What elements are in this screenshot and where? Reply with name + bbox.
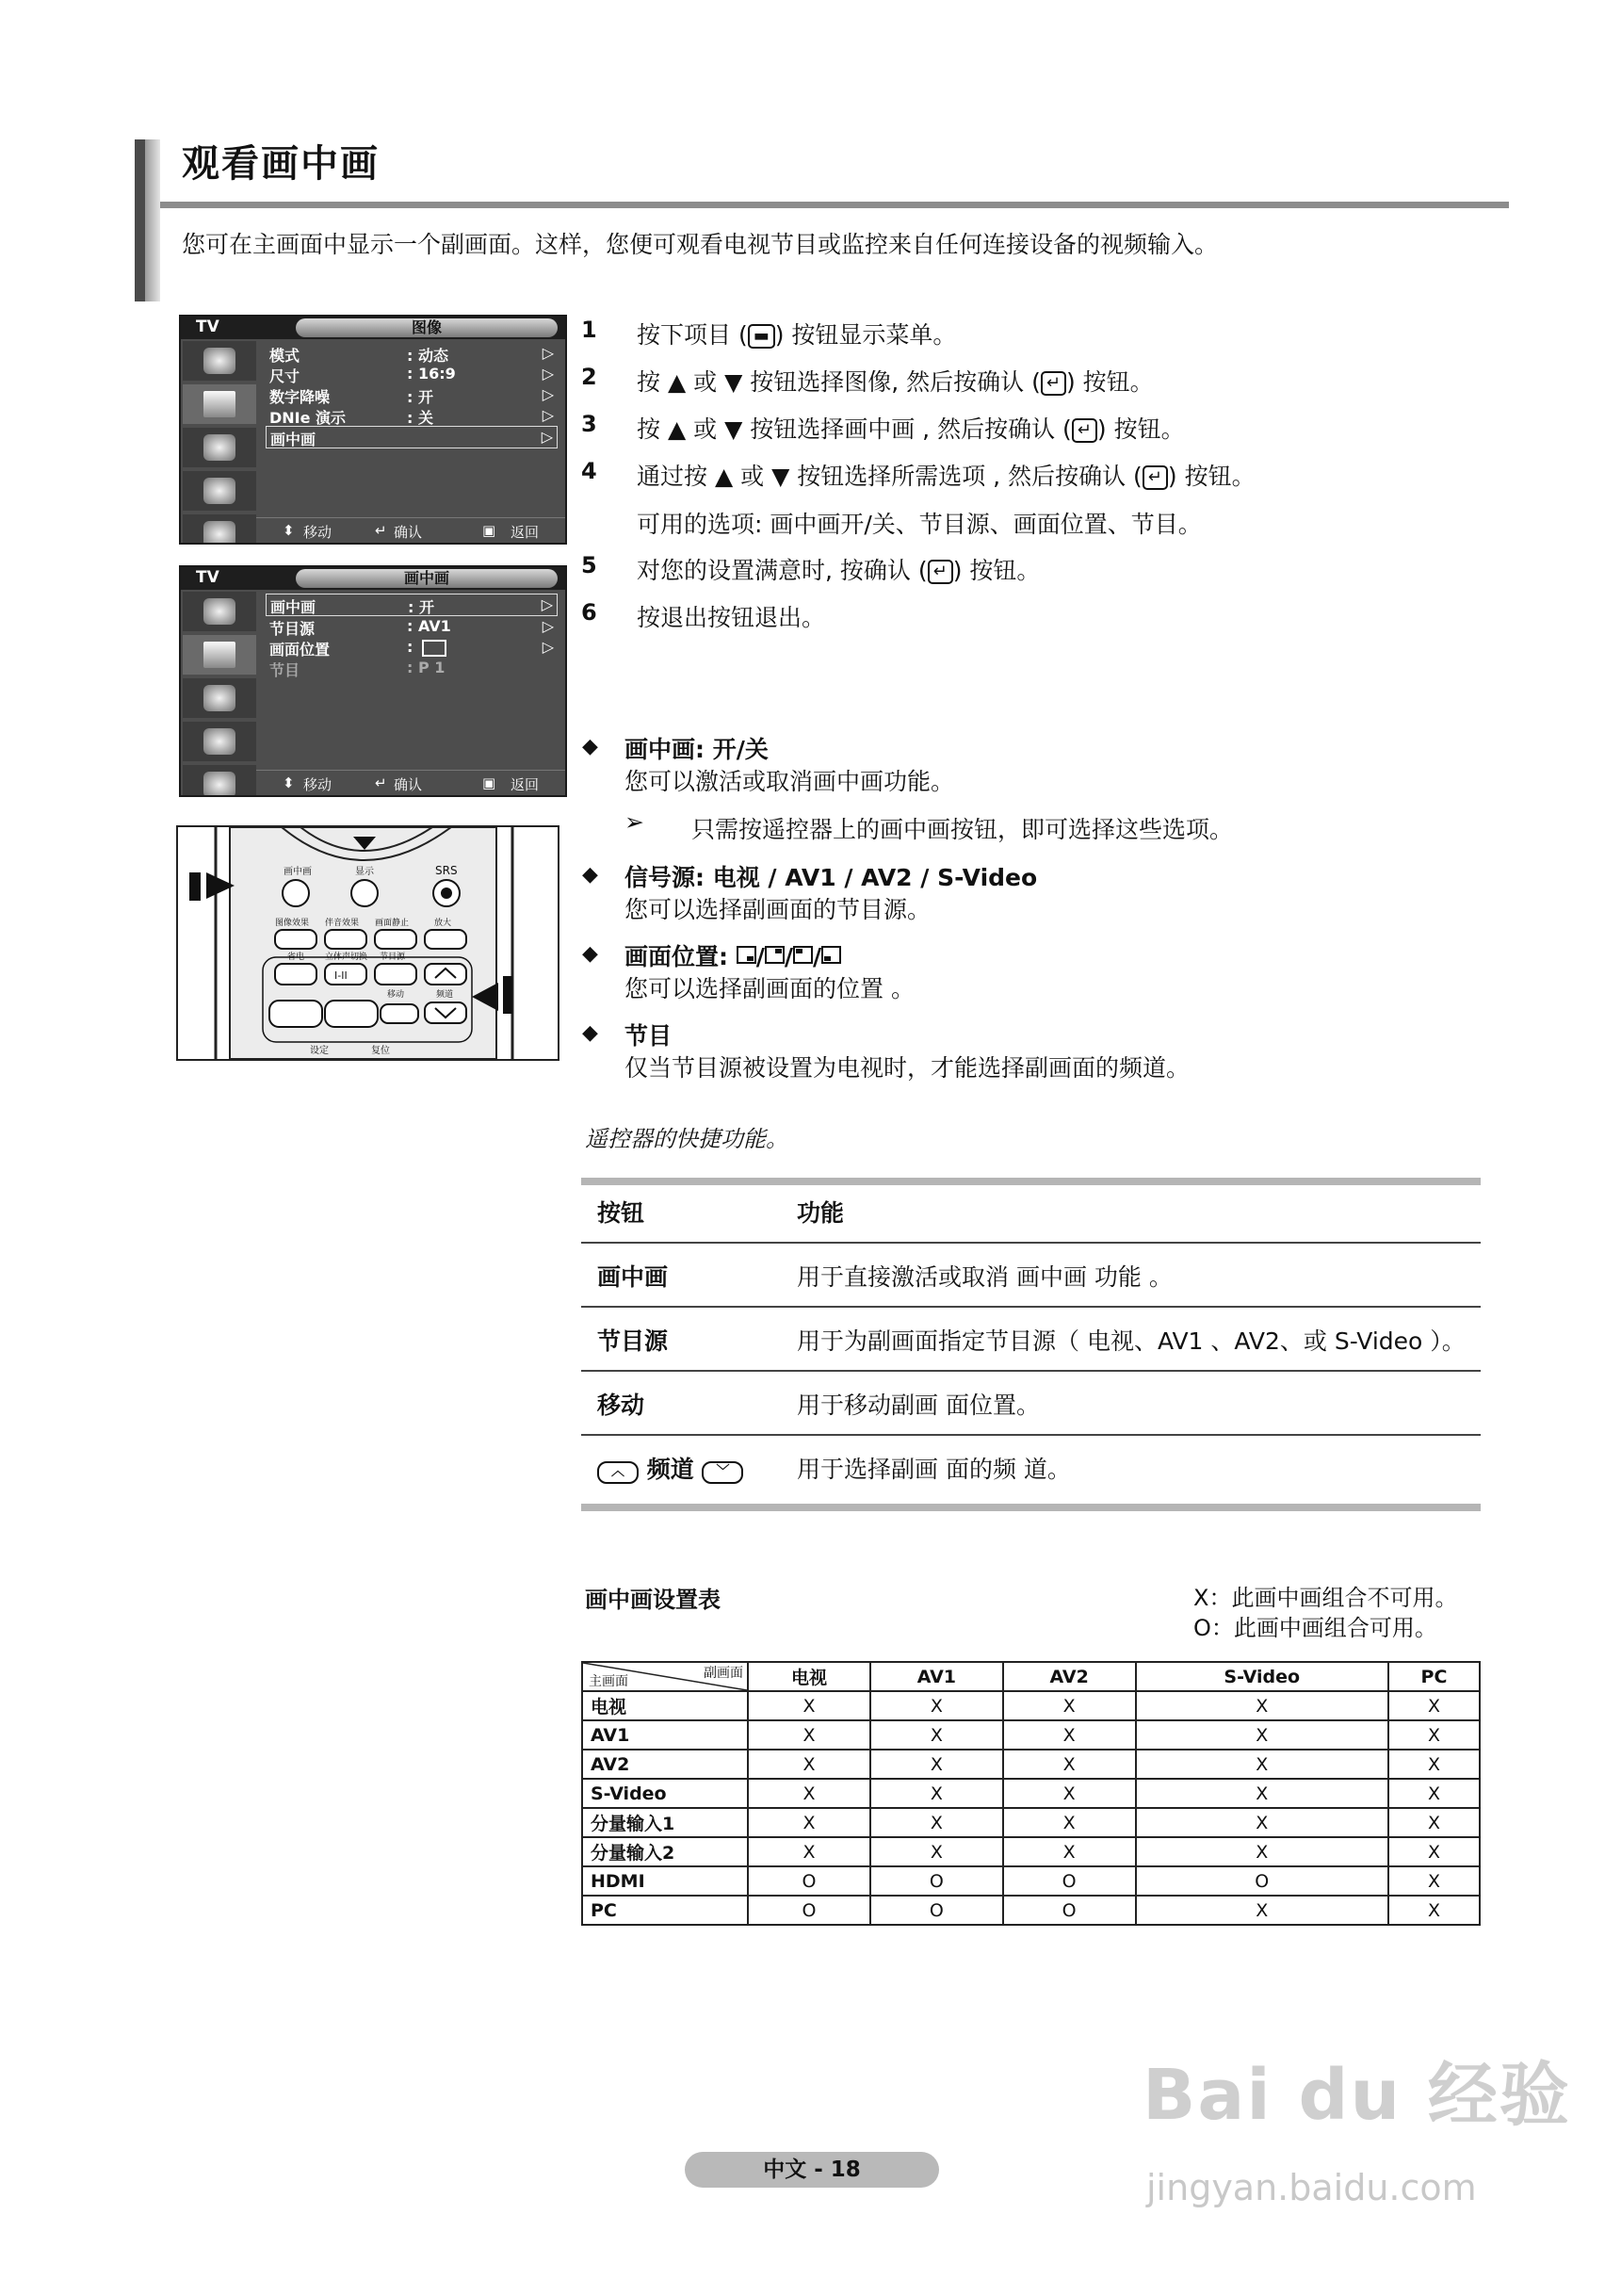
shortcut-row-function: 用于直接激活或取消 画中画 功能 。: [797, 1263, 1173, 1291]
picture-icon: [183, 384, 256, 424]
table-header-row: [582, 1662, 1480, 1691]
osd-header: [181, 567, 565, 590]
diamond-bullet-icon: ◆: [582, 1021, 598, 1045]
page-number: 中文 - 18: [685, 2152, 939, 2188]
table-rule: [581, 1306, 1481, 1308]
osd-row-label: DNIe 演示: [269, 409, 347, 427]
osd-footer-move: 移动: [303, 524, 332, 541]
bullet-position-desc: 您可以选择副画面的位置 。: [624, 975, 915, 1002]
table-cell: X: [1136, 1720, 1388, 1750]
column-header: 电视: [748, 1662, 870, 1691]
remote-label-zoom: 放大: [434, 919, 452, 928]
enter-key-icon: ↵: [1041, 371, 1066, 396]
legend-available: O：此画中画组合可用。: [1193, 1615, 1437, 1641]
position-separator: /: [784, 943, 793, 970]
title-accent-gradient: [145, 139, 160, 301]
enter-key-icon: ↵: [1143, 465, 1168, 490]
channel-down-icon: ﹀: [702, 1461, 743, 1484]
table-corner-cell: [582, 1662, 748, 1691]
osd-row-selected: [266, 426, 558, 448]
remote-svg: [178, 827, 558, 1059]
table-cell: X: [1388, 1750, 1480, 1779]
bullet-source-title: 信号源: 电视 / AV1 / AV2 / S-Video: [624, 864, 1038, 891]
table-cell: X: [748, 1750, 870, 1779]
table-bottom-rule: [581, 1504, 1481, 1511]
osd-row-label: 画中画: [270, 598, 316, 616]
shortcut-caption: 遥控器的快捷功能。: [585, 1126, 788, 1152]
osd-row: [266, 343, 558, 364]
step-text: [637, 317, 956, 350]
step-text: [637, 411, 1185, 445]
osd-menu-picture: [179, 315, 567, 545]
table-cell: X: [1136, 1837, 1388, 1866]
enter-icon: ↵: [375, 522, 387, 539]
table-cell: X: [1388, 1779, 1480, 1808]
position-bottom-right-icon: [737, 946, 756, 964]
step-text-pre: 按下项目 (: [637, 321, 748, 349]
table-cell: X: [1388, 1837, 1480, 1866]
step-text-pre: 按 ▲ 或 ▼ 按钮选择图像, 然后按确认 (: [637, 368, 1041, 396]
osd-row-selected: [266, 594, 558, 616]
step-text-post: ) 按钮。: [1065, 368, 1154, 396]
osd-footer-enter: 确认: [394, 776, 423, 793]
table-rule: [581, 1242, 1481, 1244]
bullet-position-label: 画面位置:: [624, 943, 728, 970]
remote-label-still: 画面静止: [375, 919, 410, 928]
settings-table: [581, 1661, 1481, 1926]
osd-row-value: : AV1: [407, 617, 451, 635]
position-bottom-left-icon: [821, 946, 841, 964]
remote-label-dual: 立体声切换: [325, 953, 368, 962]
remote-label-sound-effect: 伴音效果: [325, 919, 360, 928]
row-header: S-Video: [582, 1779, 748, 1808]
step-number: 3: [581, 411, 597, 437]
column-header: PC: [1388, 1662, 1480, 1691]
osd-title: 图像: [296, 318, 558, 337]
bullet-pip-note: 只需按遥控器上的画中画按钮，即可选择这些选项。: [691, 816, 1234, 843]
table-cell: X: [748, 1779, 870, 1808]
table-cell: X: [1003, 1779, 1136, 1808]
osd-footer-enter: 确认: [394, 524, 423, 541]
channel-icon: [183, 722, 256, 761]
osd-menu-pip: [179, 565, 567, 797]
column-header: AV1: [870, 1662, 1003, 1691]
remote-label-power-save: 省电: [287, 953, 305, 962]
shortcut-row-button: 移动: [597, 1392, 645, 1419]
bullet-pip-title: 画中画: 开/关: [624, 736, 769, 763]
remote-label-move: 移动: [387, 990, 405, 1000]
osd-row-value: :: [407, 638, 413, 656]
baidu-watermark-url: jingyan.baidu.com: [1146, 2167, 1477, 2208]
osd-row: [266, 616, 558, 637]
table-row: [582, 1720, 1480, 1750]
note-arrow-icon: ➢: [624, 808, 644, 836]
baidu-watermark: Bai du 经验: [1143, 2055, 1571, 2136]
column-header: S-Video: [1136, 1662, 1388, 1691]
table-cell: X: [1136, 1691, 1388, 1720]
osd-row: [266, 405, 558, 426]
step-number: 6: [581, 599, 597, 626]
step-text-post: ) 按钮。: [1096, 415, 1185, 443]
osd-row-value: : 动态: [407, 347, 448, 365]
step-number: 4: [581, 458, 597, 484]
osd-footer: [256, 517, 565, 543]
row-header: HDMI: [582, 1866, 748, 1896]
chevron-right-icon: ▷: [542, 385, 554, 403]
chevron-right-icon: ▷: [542, 406, 554, 424]
table-row: [582, 1837, 1480, 1866]
setup-gear-icon: [183, 514, 256, 545]
step-text-pre: 通过按 ▲ 或 ▼ 按钮选择所需选项 , 然后按确认 (: [637, 463, 1143, 490]
remote-label-picture-effect: 图像效果: [275, 919, 310, 928]
osd-footer: [256, 770, 565, 795]
table-cell: X: [748, 1720, 870, 1750]
table-row: [582, 1808, 1480, 1837]
osd-row-value: : 开: [407, 388, 433, 406]
shortcut-row-button: 画中画: [597, 1263, 669, 1291]
antenna-icon: [183, 341, 256, 381]
osd-row-label: 画中画: [270, 431, 316, 448]
corner-main-label: 主画面: [589, 1674, 628, 1689]
step-text-pre: 对您的设置满意时, 按确认 (: [637, 557, 928, 584]
remote-label-dual-symbol: I-II: [334, 969, 348, 982]
shortcut-row-button: 频道: [646, 1456, 694, 1483]
table-row: [582, 1866, 1480, 1896]
shortcut-row-function: 用于移动副画 面位置。: [797, 1392, 1040, 1419]
table-row: [582, 1691, 1480, 1720]
remote-label-channel: 频道: [436, 990, 454, 1000]
step-text-post: ) 按钮。: [1167, 463, 1256, 490]
table-cell: X: [1003, 1837, 1136, 1866]
diamond-bullet-icon: ◆: [582, 735, 598, 758]
bullet-position-title: [624, 938, 841, 972]
table-cell: X: [748, 1808, 870, 1837]
shortcut-row-function: 用于选择副画 面的频 道。: [797, 1456, 1071, 1483]
bullet-program-desc: 仅当节目源被设置为电视时，才能选择副画面的频道。: [624, 1054, 1191, 1082]
table-cell: X: [870, 1779, 1003, 1808]
osd-row-value: : 关: [407, 409, 433, 427]
shortcut-row-channel: [597, 1451, 743, 1485]
table-cell: X: [748, 1691, 870, 1720]
table-cell: X: [1388, 1691, 1480, 1720]
osd-sidebar: [183, 341, 256, 545]
osd-row: [266, 364, 558, 384]
table-cell: X: [748, 1837, 870, 1866]
osd-row-label: 节目源: [269, 620, 316, 638]
sound-icon: [183, 428, 256, 467]
table-cell: O: [870, 1896, 1003, 1925]
table-cell: X: [1003, 1691, 1136, 1720]
table-cell: O: [1136, 1866, 1388, 1896]
table-cell: X: [1136, 1808, 1388, 1837]
position-top-right-icon: [765, 946, 785, 964]
pip-position-icon: [422, 640, 446, 657]
osd-row-label: 节目: [269, 661, 300, 679]
channel-up-icon: ︿: [597, 1461, 639, 1484]
position-top-left-icon: [793, 946, 813, 964]
channel-icon: [183, 471, 256, 511]
chevron-right-icon: ▷: [542, 344, 554, 362]
table-cell: X: [1003, 1808, 1136, 1837]
osd-row-value: : 16:9: [407, 365, 456, 383]
osd-row-label: 画面位置: [269, 641, 331, 659]
table-cell: X: [1388, 1808, 1480, 1837]
table-cell: O: [748, 1896, 870, 1925]
chevron-right-icon: ▷: [542, 617, 554, 635]
osd-header: [181, 317, 565, 339]
antenna-icon: [183, 592, 256, 631]
table-cell: X: [1136, 1779, 1388, 1808]
shortcut-row-button: 节目源: [597, 1327, 669, 1355]
osd-row-value: : 开: [408, 598, 434, 616]
table-top-rule: [581, 1178, 1481, 1185]
position-separator: /: [813, 943, 822, 970]
table-cell: X: [1003, 1720, 1136, 1750]
table-cell: X: [1003, 1750, 1136, 1779]
table-cell: X: [1136, 1896, 1388, 1925]
osd-row-label: 尺寸: [269, 367, 300, 385]
table-cell: X: [870, 1808, 1003, 1837]
table-cell: X: [1388, 1896, 1480, 1925]
remote-label-reset: 复位: [371, 1046, 390, 1056]
intro-text: 您可在主画面中显示一个副画面。这样，您便可观看电视节目或监控来自任何连接设备的视频输入。: [182, 231, 1219, 258]
enter-key-icon: ↵: [1072, 418, 1097, 443]
bullet-source-desc: 您可以选择副画面的节目源。: [624, 896, 932, 923]
table-cell: O: [870, 1866, 1003, 1896]
enter-key-icon: ↵: [928, 560, 953, 584]
osd-footer-return: 返回: [511, 776, 540, 793]
table-cell: X: [1388, 1866, 1480, 1896]
row-header: AV2: [582, 1750, 748, 1779]
osd-footer-move: 移动: [303, 776, 332, 793]
table-cell: X: [870, 1720, 1003, 1750]
table-cell: X: [870, 1750, 1003, 1779]
table-cell: X: [1136, 1750, 1388, 1779]
table-cell: O: [1003, 1896, 1136, 1925]
table-row: [582, 1750, 1480, 1779]
menu-key-icon: ▬: [748, 324, 775, 349]
remote-label-srs: SRS: [435, 864, 458, 877]
title-accent-bar: [135, 139, 145, 301]
step-text-post: ) 按钮。: [952, 557, 1041, 584]
osd-title: 画中画: [296, 569, 558, 588]
osd-row: [266, 637, 558, 658]
page-title: 观看画中画: [182, 142, 380, 186]
chevron-right-icon: ▷: [541, 428, 553, 446]
osd-sidebar: [183, 592, 256, 797]
step-number: 2: [581, 364, 597, 390]
step-number: 5: [581, 552, 597, 578]
table-rule: [581, 1434, 1481, 1436]
step-text-pre: 按 ▲ 或 ▼ 按钮选择画中画 , 然后按确认 (: [637, 415, 1072, 443]
row-header: 电视: [582, 1691, 748, 1720]
updown-icon: ⬍: [283, 774, 295, 791]
corner-sub-label: 副画面: [704, 1666, 743, 1681]
table-cell: O: [748, 1866, 870, 1896]
table-cell: O: [1003, 1866, 1136, 1896]
remote-label-display: 显示: [355, 867, 374, 877]
osd-rows: [266, 343, 558, 448]
return-icon: ▣: [482, 522, 496, 539]
setup-gear-icon: [183, 765, 256, 797]
table-cell: X: [870, 1837, 1003, 1866]
osd-footer-return: 返回: [511, 524, 540, 541]
table-row: [582, 1896, 1480, 1925]
column-header: AV2: [1003, 1662, 1136, 1691]
picture-icon: [183, 635, 256, 675]
bullet-program-title: 节目: [624, 1022, 673, 1050]
position-separator: /: [755, 943, 765, 970]
corner-inner: [583, 1663, 747, 1690]
shortcut-header-button: 按钮: [597, 1199, 645, 1227]
remote-label-source: 节目源: [380, 953, 406, 962]
row-header: 分量输入1: [582, 1808, 748, 1837]
remote-label-setup: 设定: [310, 1046, 329, 1056]
chevron-right-icon: ▷: [542, 638, 554, 656]
shortcut-row-function: 用于为副画面指定节目源（ 电视、AV1 、AV2、或 S-Video ）。: [797, 1327, 1466, 1355]
step-options-text: 可用的选项: 画中画开/关、节目源、画面位置、节目。: [637, 511, 1202, 538]
table-cell: X: [870, 1691, 1003, 1720]
step-text-post: ) 按钮显示菜单。: [774, 321, 957, 349]
osd-row-label: 数字降噪: [269, 388, 331, 406]
step-text: [637, 364, 1154, 398]
legend-unavailable: X：此画中画组合不可用。: [1193, 1585, 1458, 1611]
step-text: [637, 458, 1256, 492]
row-header: PC: [582, 1896, 748, 1925]
osd-row: [266, 384, 558, 405]
osd-tv-label: TV: [196, 318, 219, 336]
table-cell: X: [1388, 1720, 1480, 1750]
sound-icon: [183, 678, 256, 718]
updown-icon: ⬍: [283, 522, 295, 539]
osd-row-disabled: [266, 658, 558, 678]
shortcut-header-function: 功能: [797, 1199, 845, 1227]
settings-table-title: 画中画设置表: [585, 1587, 721, 1613]
step-text: [637, 552, 1040, 586]
osd-rows: [266, 594, 558, 678]
step-text: 按退出按钮退出。: [637, 604, 826, 631]
return-icon: ▣: [482, 774, 496, 791]
remote-label-pip: 画中画: [284, 867, 312, 877]
diamond-bullet-icon: ◆: [582, 942, 598, 966]
enter-icon: ↵: [375, 774, 387, 791]
table-row: [582, 1779, 1480, 1808]
osd-tv-label: TV: [196, 568, 219, 587]
table-rule: [581, 1370, 1481, 1372]
osd-row-value: : P 1: [407, 659, 446, 676]
osd-row-label: 模式: [269, 347, 300, 365]
remote-illustration: [176, 825, 559, 1061]
row-header: AV1: [582, 1720, 748, 1750]
chevron-right-icon: ▷: [541, 595, 553, 613]
step-number: 1: [581, 317, 597, 343]
chevron-right-icon: ▷: [542, 365, 554, 383]
diamond-bullet-icon: ◆: [582, 863, 598, 887]
row-header: 分量输入2: [582, 1837, 748, 1866]
title-rule: [160, 202, 1509, 208]
bullet-pip-desc: 您可以激活或取消画中画功能。: [624, 768, 955, 795]
